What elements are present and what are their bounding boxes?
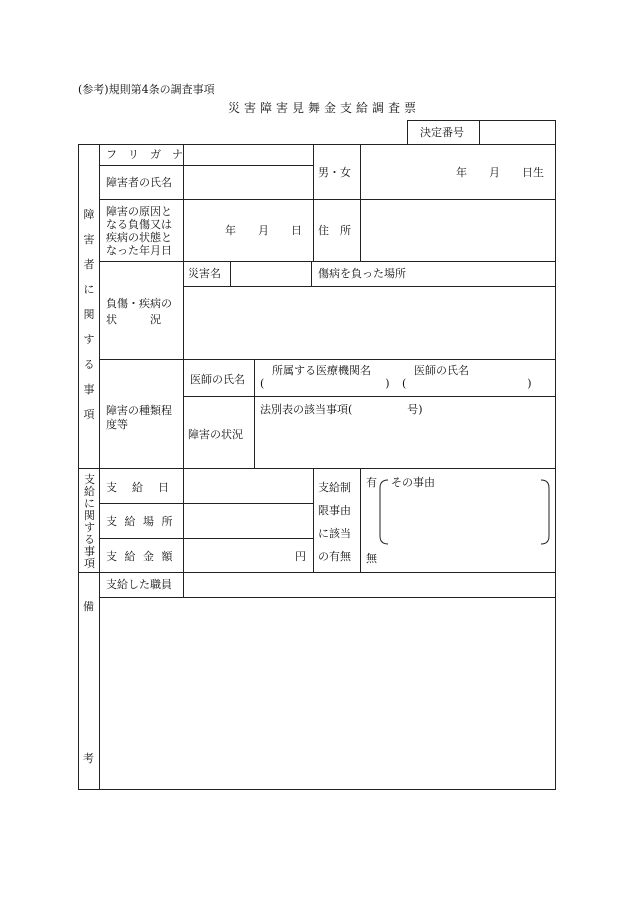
disability-type-label-line-2: 度等 <box>106 418 128 431</box>
cause-label-line-2: なる負傷又は <box>106 218 172 231</box>
remarks-field[interactable] <box>100 598 555 789</box>
restriction-label-line-1: 支給制 <box>318 481 351 494</box>
statute-label[interactable]: 法別表の該当事項( 号) <box>260 403 423 416</box>
injury-label-line-1: 負傷・疾病の <box>106 297 172 310</box>
doctor-name-label: 医師の氏名 <box>414 364 469 377</box>
payment-section-label: 支給に関する事項 <box>84 473 95 570</box>
payment-place-field[interactable] <box>184 504 313 538</box>
payment-amount-label: 支 給 金 額 <box>106 550 175 563</box>
injury-place-label: 傷病を負った場所 <box>318 267 406 280</box>
injury-status-field[interactable] <box>184 287 555 359</box>
furigana-field[interactable] <box>184 145 313 165</box>
doctor-label: 医師の氏名 <box>190 373 245 386</box>
staff-field[interactable] <box>184 573 555 597</box>
institution-paren[interactable]: ( ) <box>260 377 390 390</box>
restriction-label-line-3: に該当 <box>318 527 351 540</box>
payment-date-field[interactable] <box>184 469 313 503</box>
restriction-label-line-2: 限事由 <box>318 504 351 517</box>
remarks-label-bottom: 考 <box>83 752 94 765</box>
birth-date-label: 年 月 日生 <box>456 166 544 179</box>
address-label: 住 所 <box>318 224 351 237</box>
cause-date-field[interactable]: 年 月 日 <box>225 224 302 237</box>
cause-label-line-4: なった年月日 <box>106 244 172 257</box>
header-note: (参考)規則第4条の調査事項 <box>78 83 215 96</box>
restriction-reason-field[interactable] <box>390 490 540 540</box>
name-label: 障害者の氏名 <box>106 176 172 189</box>
injury-label-line-2: 状 況 <box>106 313 161 326</box>
institution-label: 所属する医療機関名 <box>272 364 371 377</box>
disaster-name-label: 災害名 <box>188 267 221 280</box>
restriction-yes-option[interactable]: 有 <box>366 476 377 489</box>
disability-type-label-line-1: 障害の種類程 <box>106 404 172 417</box>
yen-unit: 円 <box>295 550 306 563</box>
address-field[interactable] <box>361 200 555 261</box>
restriction-label-line-4: の有無 <box>318 550 351 563</box>
cause-label-line-3: 疾病の状態と <box>106 231 172 244</box>
restriction-reason-label: その事由 <box>391 476 435 489</box>
sex-label[interactable]: 男・女 <box>318 166 351 179</box>
doctor-name-paren[interactable]: ( ) <box>402 377 532 390</box>
payment-place-label: 支 給 場 所 <box>106 515 175 528</box>
restriction-no-option[interactable]: 無 <box>366 552 377 565</box>
form-title: 災害障害見舞金支給調査票 <box>228 101 421 115</box>
furigana-label: フ リ ガ ナ <box>106 148 183 161</box>
remarks-label-top: 備 <box>83 600 94 613</box>
payment-amount-field[interactable] <box>184 539 289 572</box>
staff-label: 支給した職員 <box>106 578 172 591</box>
condition-label: 障害の状況 <box>188 428 243 441</box>
person-section-label: 障害者に関する事項 <box>83 208 95 421</box>
cause-label-line-1: 障害の原因と <box>106 205 172 218</box>
name-field[interactable] <box>184 166 313 199</box>
disaster-name-field[interactable] <box>231 262 311 286</box>
payment-date-label: 支 給 日 <box>106 481 171 494</box>
decision-no-label: 決定番号 <box>420 126 464 139</box>
